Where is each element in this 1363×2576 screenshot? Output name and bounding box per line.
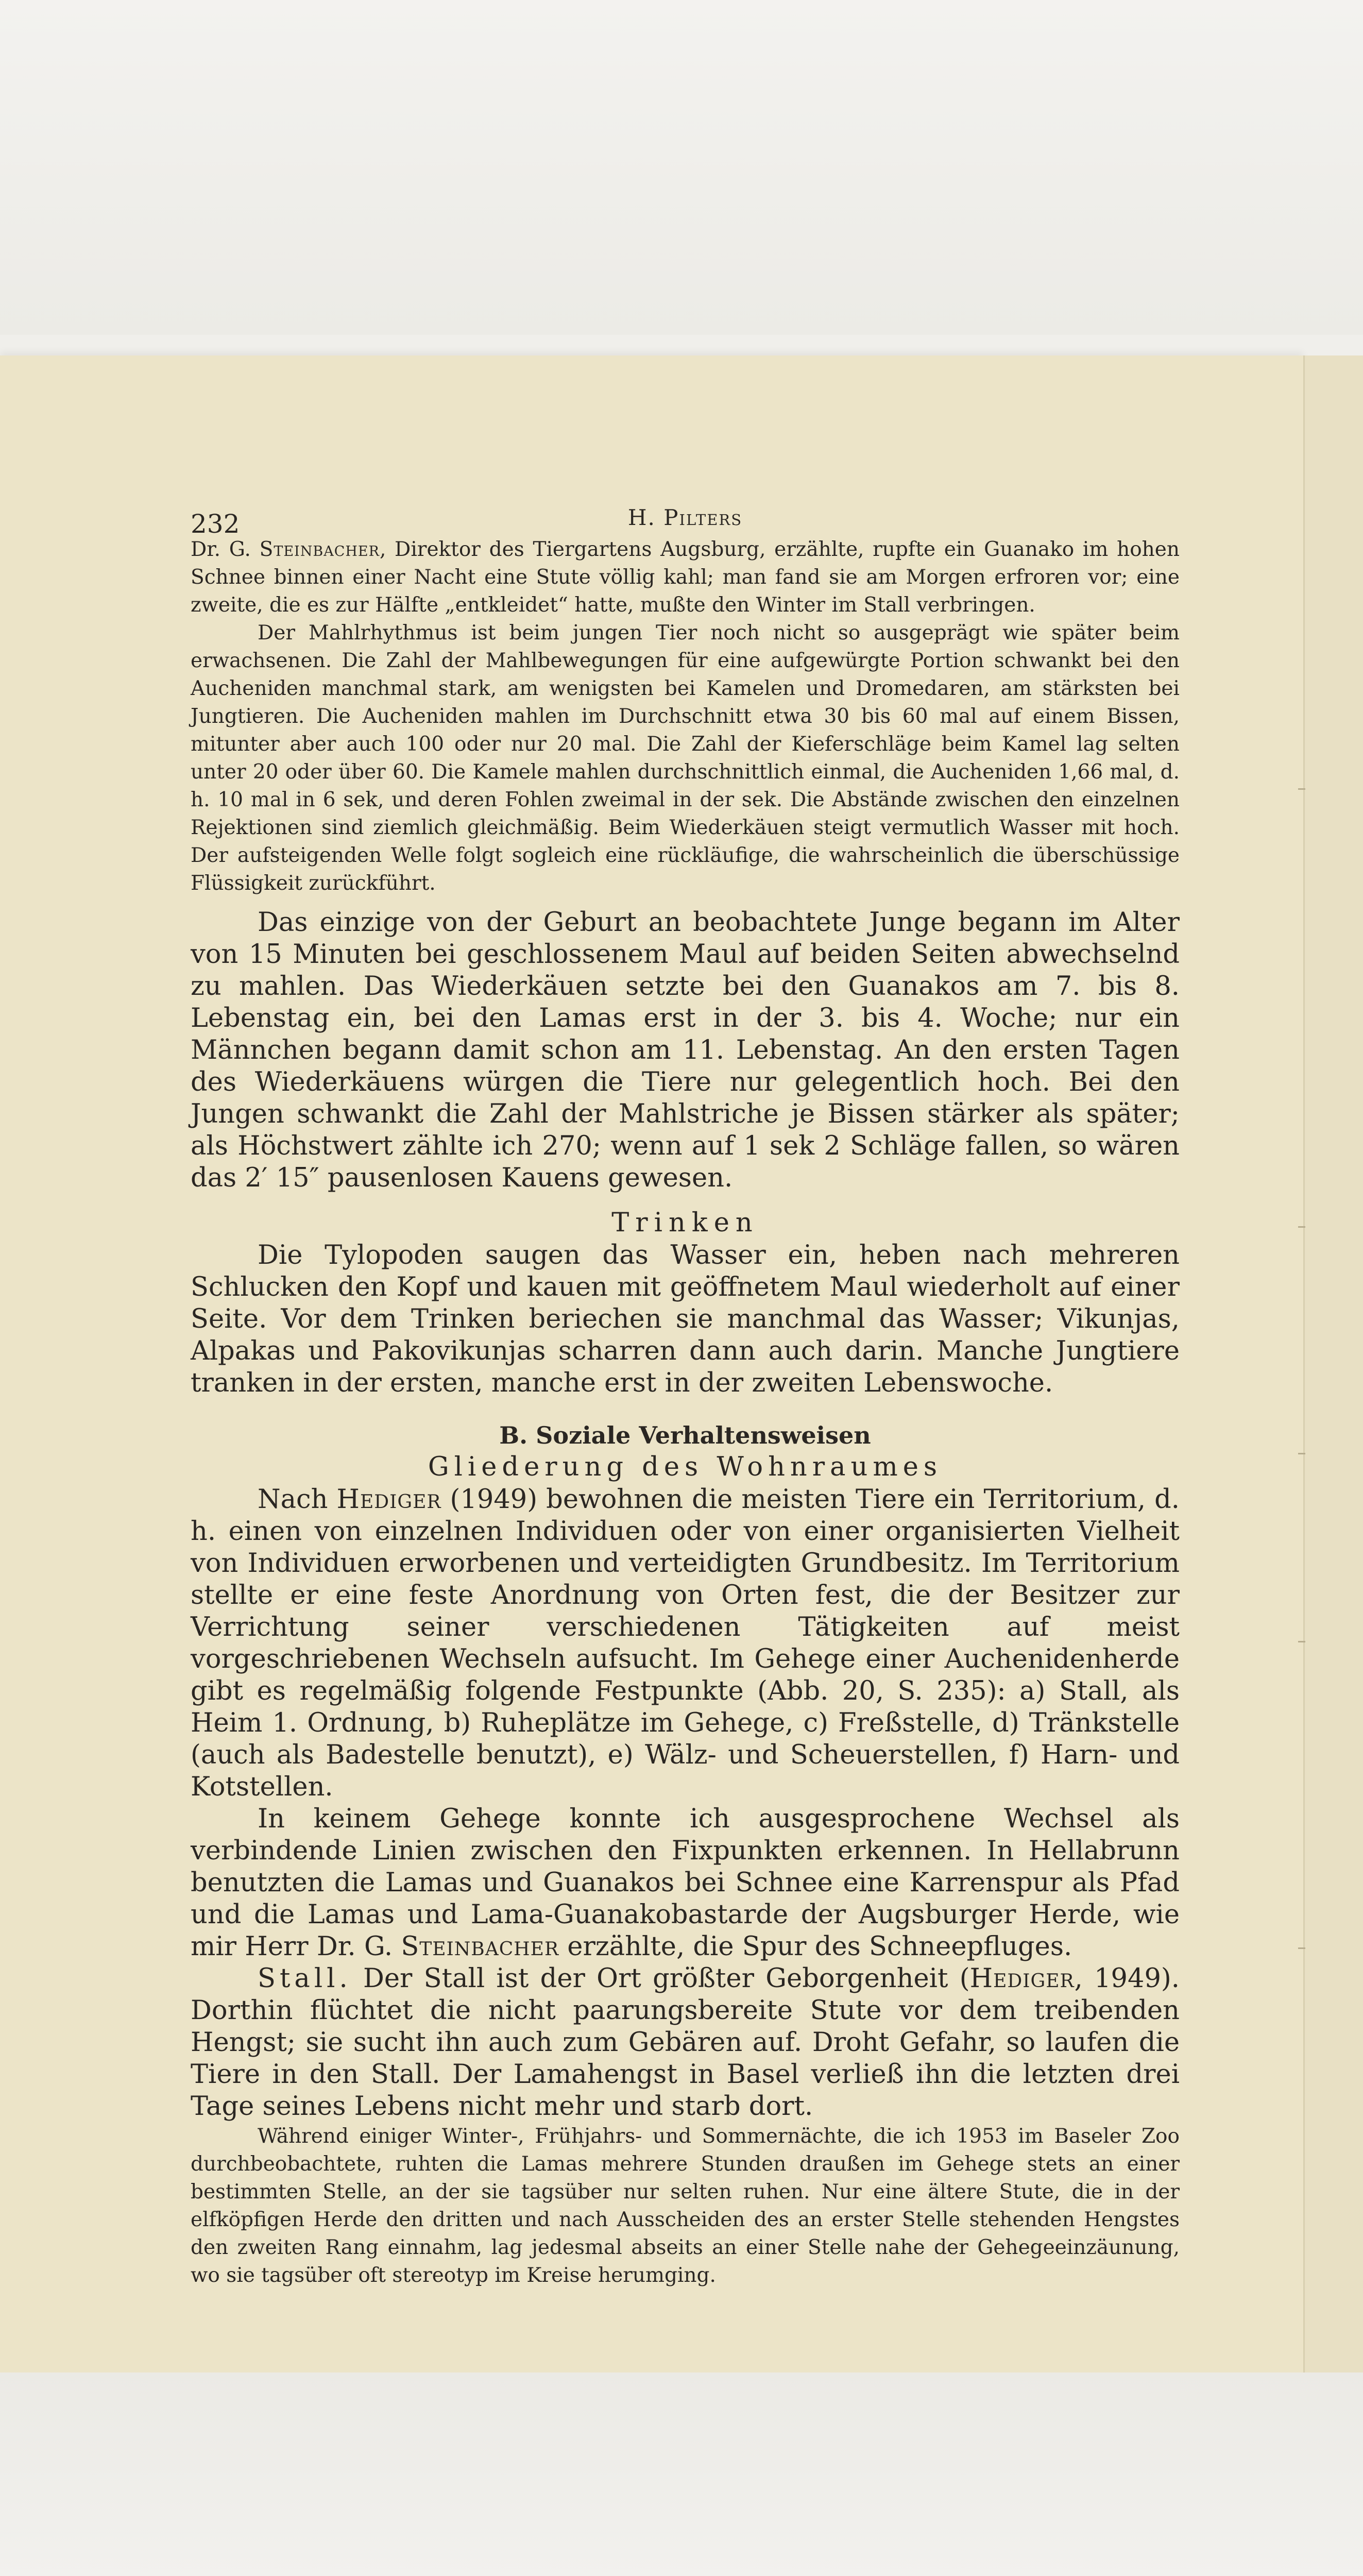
author-name: Steinbacher [401,1931,559,1962]
edge-mark [1298,788,1305,790]
edge-mark [1298,1453,1305,1454]
running-header: H. Pilters [627,505,743,530]
edge-mark [1298,1947,1305,1949]
page-content [191,495,1180,2290]
paragraph-wechsel [191,1803,1180,1963]
paragraph-nacht: Während einiger Winter-, Frühjahrs- und Sommernächte, die ich 1953 im Baseler Zoo durchbeobachtete, ruhten die Lamas mehrere Stunden draußen im Gehege stets an einer bestimmten Stelle, an der sie tagsüber nur selten ruhen. Nur eine ältere Stute, die in der elfköpfigen Herde den dritten und nach Ausscheiden des an erster Stelle stehenden Hengstes den zweiten Rang einnahm, lag jedesmal abseits an einer Stelle nahe der Gehegeeinzäunung, wo sie tagsüber oft stereotyp im Kreise herumging. [191,2125,1180,2287]
text: (1949) bewohnen die meisten Tiere ein Territorium, d. h. einen von einzelnen Individuen oder von einer organisierten Vielheit von Individuen erworbenen und verteidigten Grundbesitz. Im Territorium stellte er eine feste Anordnung von Orten fest, die der Besitzer zur Verrichtung seiner verschiedenen Tätigkeiten auf meist vorgeschriebenen Wechseln aufsucht. Im Gehege einer Auchenidenherde gibt es regelmäßig folgende Festpunkte (Abb. 20, S. 235): a) Stall, als Heim 1. Ordnung, b) Ruheplätze im Gehege, c) Freßstelle, d) Tränkstelle (auch als Badestelle benutzt), e) Wälz- und Scheuerstellen, f) Harn- und Kotstellen. [191,1484,1180,1802]
subheading-trinken: Trinken [611,1208,759,1238]
paragraph-mahlrhythmus: Der Mahlrhythmus ist beim jungen Tier noch nicht so ausgeprägt wie später beim erwachsenen. Die Zahl der Mahlbewegungen für eine aufgewürgte Portion schwankt bei den Aucheniden manchmal stark, am wenigsten bei Kamelen und Dromedaren, am stärksten bei Jungtieren. Die Aucheniden mahlen im Durchschnitt etwa 30 bis 60 mal auf einem Bissen, mitunter aber auch 100 oder nur 20 mal. Die Zahl der Kieferschläge beim Kamel lag selten unter 20 oder über 60. Die Kamele mahlen durchschnittlich einmal, die Aucheniden 1,66 mal, d. h. 10 mal in 6 sek, und deren Fohlen zweimal in der sek. Die Abstände zwischen den einzelnen Rejektionen sind ziemlich gleichmäßig. Beim Wiederkäuen steigt vermutlich Wasser mit hoch. Der aufsteigenden Welle folgt sogleich eine rückläufige, die wahrscheinlich die überschüssige Flüssigkeit zurückführt. [191,621,1180,895]
page-fore-edge [1303,355,1363,2372]
paragraph-trinken: Die Tylopoden saugen das Wasser ein, heben nach mehreren Schlucken den Kopf und kauen mit geöffnetem Maul wiederholt auf einer Seite. Vor dem Trinken beriechen sie manchmal das Wasser; Vikunjas, Alpakas und Pakovikunjas scharren dann auch darin. Manche Jungtiere tranken in der ersten, manche erst in der zweiten Lebenswoche. [191,1240,1180,1398]
author-name: Hediger [969,1963,1075,1994]
text: erzählte, die Spur des Schneepfluges. [559,1931,1072,1962]
text: Dr. G. [191,538,260,561]
text: , Direktor des Tiergartens Augsburg, erzählte, rupfte ein Guanako im hohen Schnee binnen einer Nacht eine Stute völlig kahl; man fand sie am Morgen erfroren vor; eine zweite, die es zur Hälfte „entkleidet“ hatte, mußte den Winter im Stall verbringen. [191,538,1180,617]
text: , 1949). Dorthin flüchtet die nicht paarungsbereite Stute vor dem treibenden Hengst; sie sucht ihn auch zum Gebären auf. Droht Gefahr, so laufen die Tiere in den Stall. Der Lamahengst in Basel verließ ihn die letzten drei Tage seines Lebens nicht mehr und starb dort. [191,1963,1180,2122]
paragraph-territorium [191,1484,1180,1803]
section-heading: B. Soziale Verhaltensweisen [499,1421,871,1449]
edge-mark [1298,1641,1305,1642]
scan-background-top [0,0,1363,335]
author-name: Hediger [336,1484,441,1515]
text: In keinem Gehege konnte ich ausgesprochene Wechsel als verbindende Linien zwischen den Fixpunkten erkennen. In Hellabrunn benutzten die Lamas und Guanakos bei Schnee eine Karrenspur als Pfad und die Lamas und Lama-Guanakobastarde der Augsburger Herde, wie mir Herr Dr. G. [191,1804,1180,1962]
page-number: 232 [191,509,240,539]
run-in-heading: Stall. [258,1963,352,1994]
paragraph-steinbacher [191,536,1180,619]
paragraph-stall [191,1963,1180,2123]
subheading-gliederung: Gliederung des Wohnraumes [428,1452,943,1482]
running-head [191,495,1180,539]
edge-mark [1298,1226,1305,1228]
author-name: Steinbacher [259,538,380,561]
text: Nach [258,1484,337,1515]
paragraph-junge: Das einzige von der Geburt an beobachtete Junge begann im Alter von 15 Minuten bei geschlossenem Maul auf beiden Seiten abwechselnd zu mahlen. Das Wiederkäuen setzte bei den Guanakos am 7. bis 8. Lebenstag ein, bei den Lamas erst in der 3. bis 4. Woche; nur ein Männchen begann damit schon am 11. Lebenstag. An den ersten Tagen des Wiederkäuens würgen die Tiere nur gelegentlich hoch. Bei den Jungen schwankt die Zahl der Mahlstriche je Bissen stärker als später; als Höchstwert zählte ich 270; wenn auf 1 sek 2 Schläge fallen, so wären das 2′ 15″ pausenlosen Kauens gewesen. [191,907,1180,1193]
scan-background-bottom [0,2372,1363,2576]
text: Der Stall ist der Ort größter Geborgenheit ( [351,1963,970,1994]
